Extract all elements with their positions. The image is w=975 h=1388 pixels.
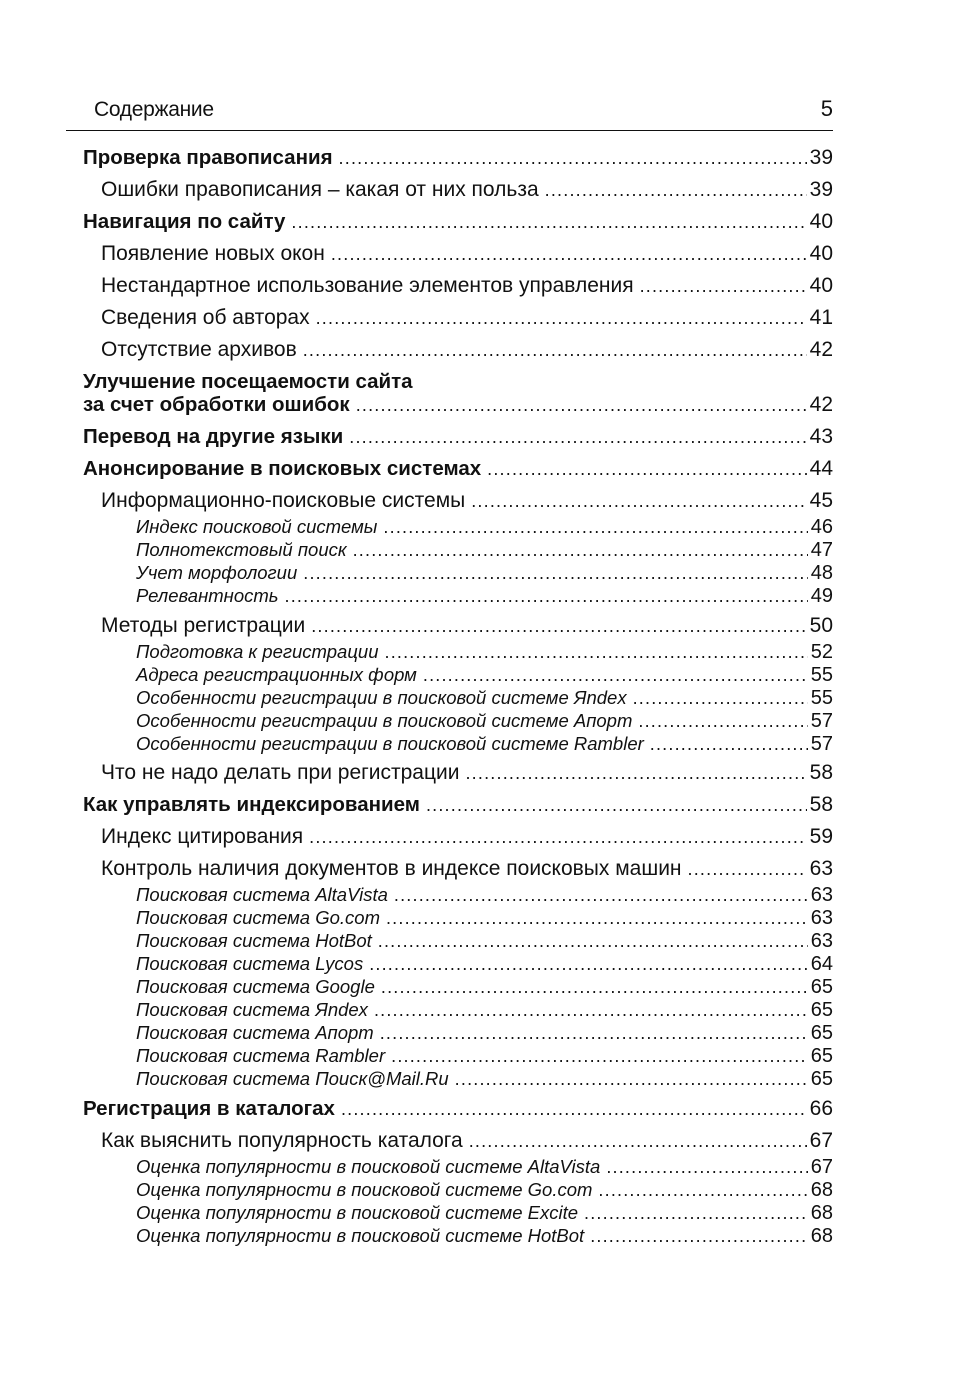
toc-entry[interactable]: Релевантность . . . 49 [83, 585, 833, 608]
toc-entry[interactable]: Контроль наличия документов в индексе поисковых машин . . . 63 [83, 857, 833, 881]
toc-entry[interactable]: Поисковая система Апорт . . . 65 [83, 1022, 833, 1045]
toc-entry: за счет обработки ошибок . . . 42 [83, 393, 833, 417]
toc-entry[interactable]: Регистрация в каталогах . . . 66 [83, 1097, 833, 1121]
toc-entry[interactable]: Полнотекстовый поиск . . . 47 [83, 539, 833, 562]
toc-entry[interactable]: Индекс цитирования . . . 59 [83, 825, 833, 849]
toc-entry[interactable]: Нестандартное использование элементов управления . . . 40 [83, 274, 833, 298]
toc-entry[interactable]: Индекс поисковой системы . . . 46 [83, 516, 833, 539]
toc-entry[interactable]: Поисковая система HotBot . . . 63 [83, 930, 833, 953]
toc-entry[interactable]: Что не надо делать при регистрации . . . 58 [83, 761, 833, 785]
toc-entry[interactable]: Оценка популярности в поисковой системе Go.com . . . 68 [83, 1179, 833, 1202]
toc-entry[interactable]: Поисковая система Google . . . 65 [83, 976, 833, 999]
header-page-number: 5 [820, 96, 833, 121]
toc-entry[interactable]: Особенности регистрации в поисковой системе Rambler . . . 57 [83, 733, 833, 756]
toc-entry[interactable]: Как управлять индексированием . . . 58 [83, 793, 833, 817]
header-title: Содержание [94, 98, 214, 121]
toc-entry[interactable]: Поисковая система Lycos . . . 64 [83, 953, 833, 976]
toc-entry[interactable]: Ошибки правописания – какая от них польза . . . 39 [83, 178, 833, 202]
toc-entry[interactable]: Навигация по сайту . . . 40 [83, 210, 833, 234]
toc-entry[interactable]: Оценка популярности в поисковой системе Excite . . . 68 [83, 1202, 833, 1225]
toc-entry[interactable]: Информационно-поисковые системы . . . 45 [83, 489, 833, 513]
toc-entry[interactable]: Особенности регистрации в поисковой системе Апорт . . . 57 [83, 710, 833, 733]
toc-entry[interactable]: Поисковая система Яndex . . . 65 [83, 999, 833, 1022]
toc-entry[interactable]: Как выяснить популярность каталога . . . 67 [83, 1129, 833, 1153]
toc-entry[interactable]: Проверка правописания . . . 39 [83, 146, 833, 170]
toc-entry[interactable]: Учет морфологии . . . 48 [83, 562, 833, 585]
toc-entry[interactable]: Поисковая система Поиск@Mail.Ru . . . 65 [83, 1068, 833, 1091]
toc-entry[interactable]: Оценка популярности в поисковой системе AltaVista . . . 67 [83, 1156, 833, 1179]
toc-entry[interactable]: Анонсирование в поисковых системах . . . 44 [83, 457, 833, 481]
table-of-contents [83, 0, 833, 1388]
toc-entry[interactable]: Методы регистрации . . . 50 [83, 614, 833, 638]
toc-entry[interactable]: Подготовка к регистрации . . . 52 [83, 641, 833, 664]
toc-entry[interactable]: Отсутствие архивов . . . 42 [83, 338, 833, 362]
toc-entry[interactable]: Появление новых окон . . . 40 [83, 242, 833, 266]
toc-entry[interactable]: Поисковая система Rambler . . . 65 [83, 1045, 833, 1068]
toc-entry[interactable]: Поисковая система Go.com . . . 63 [83, 907, 833, 930]
toc-entry[interactable]: Оценка популярности в поисковой системе HotBot . . . 68 [83, 1225, 833, 1248]
toc-entry[interactable]: Особенности регистрации в поисковой системе Яndex . . . 55 [83, 687, 833, 710]
toc-entry[interactable]: Адреса регистрационных форм . . . 55 [83, 664, 833, 687]
toc-entry[interactable]: Поисковая система AltaVista . . . 63 [83, 884, 833, 907]
toc-entry[interactable]: Перевод на другие языки . . . 43 [83, 425, 833, 449]
toc-entry[interactable]: Сведения об авторах . . . 41 [83, 306, 833, 330]
toc-entry-line1: Улучшение посещаемости сайта [83, 370, 413, 393]
